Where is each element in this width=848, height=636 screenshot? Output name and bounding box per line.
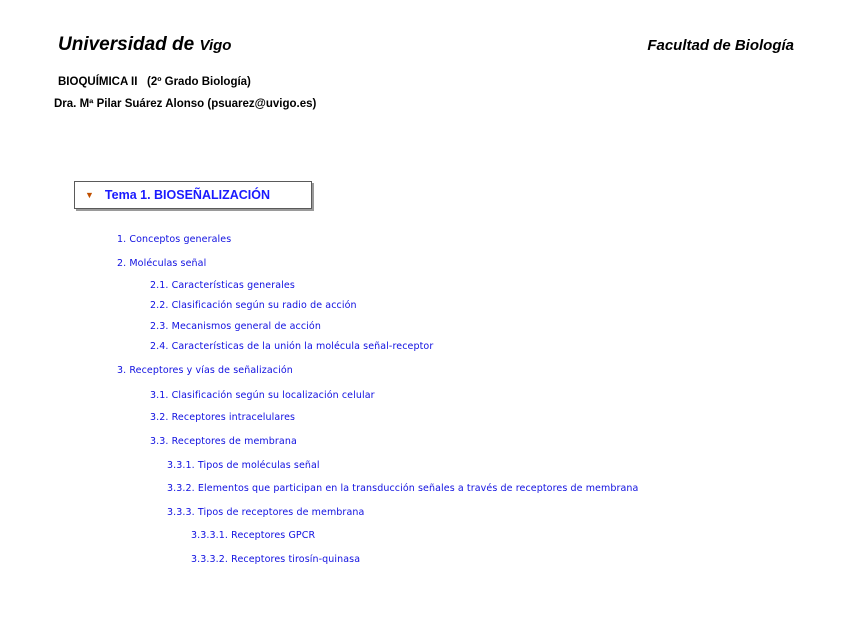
tema-title: Tema 1. BIOSEÑALIZACIÓN bbox=[104, 188, 270, 202]
toc-link-3-3-3-2[interactable]: 3.3.3.2. Receptores tirosín-quinasa bbox=[191, 554, 361, 565]
toc-link-3-3-1[interactable]: 3.3.1. Tipos de moléculas señal bbox=[167, 460, 320, 471]
university-main: Universidad de bbox=[58, 34, 200, 55]
university-name bbox=[58, 34, 231, 56]
toc-link-3-3[interactable]: 3.3. Receptores de membrana bbox=[150, 436, 297, 447]
professor-info: Dra. Mª Pilar Suárez Alonso (psuarez@uvigo.es) bbox=[54, 98, 317, 110]
toc-link-2-3[interactable]: 2.3. Mecanismos general de acción bbox=[150, 321, 321, 332]
toc-link-2-1[interactable]: 2.1. Características generales bbox=[150, 280, 295, 291]
toc-link-3-2[interactable]: 3.2. Receptores intracelulares bbox=[150, 412, 296, 423]
tema-heading-box[interactable] bbox=[74, 181, 312, 209]
toc-link-3-1[interactable]: 3.1. Clasificación según su localización celular bbox=[150, 390, 375, 401]
course-title: BIOQUÍMICA II (2º Grado Biología) bbox=[58, 76, 251, 88]
toc-link-3[interactable]: 3. Receptores y vías de señalización bbox=[117, 365, 293, 376]
toc-link-3-3-2[interactable]: 3.3.2. Elementos que participan en la transducción señales a través de receptores de membrana bbox=[167, 483, 639, 494]
university-city: Vigo bbox=[199, 37, 232, 54]
faculty-name: Facultad de Biología bbox=[647, 37, 794, 54]
toc-link-3-3-3-1[interactable]: 3.3.3.1. Receptores GPCR bbox=[191, 530, 316, 541]
toc-link-2-2[interactable]: 2.2. Clasificación según su radio de acción bbox=[150, 300, 357, 311]
toc-link-1[interactable]: 1. Conceptos generales bbox=[117, 234, 232, 245]
toc-link-2-4[interactable]: 2.4. Características de la unión la molécula señal-receptor bbox=[150, 341, 434, 352]
toc-link-2[interactable]: 2. Moléculas señal bbox=[117, 258, 207, 269]
toc-link-3-3-3[interactable]: 3.3.3. Tipos de receptores de membrana bbox=[167, 507, 365, 518]
arrow-down-icon: ▼ bbox=[85, 190, 94, 200]
